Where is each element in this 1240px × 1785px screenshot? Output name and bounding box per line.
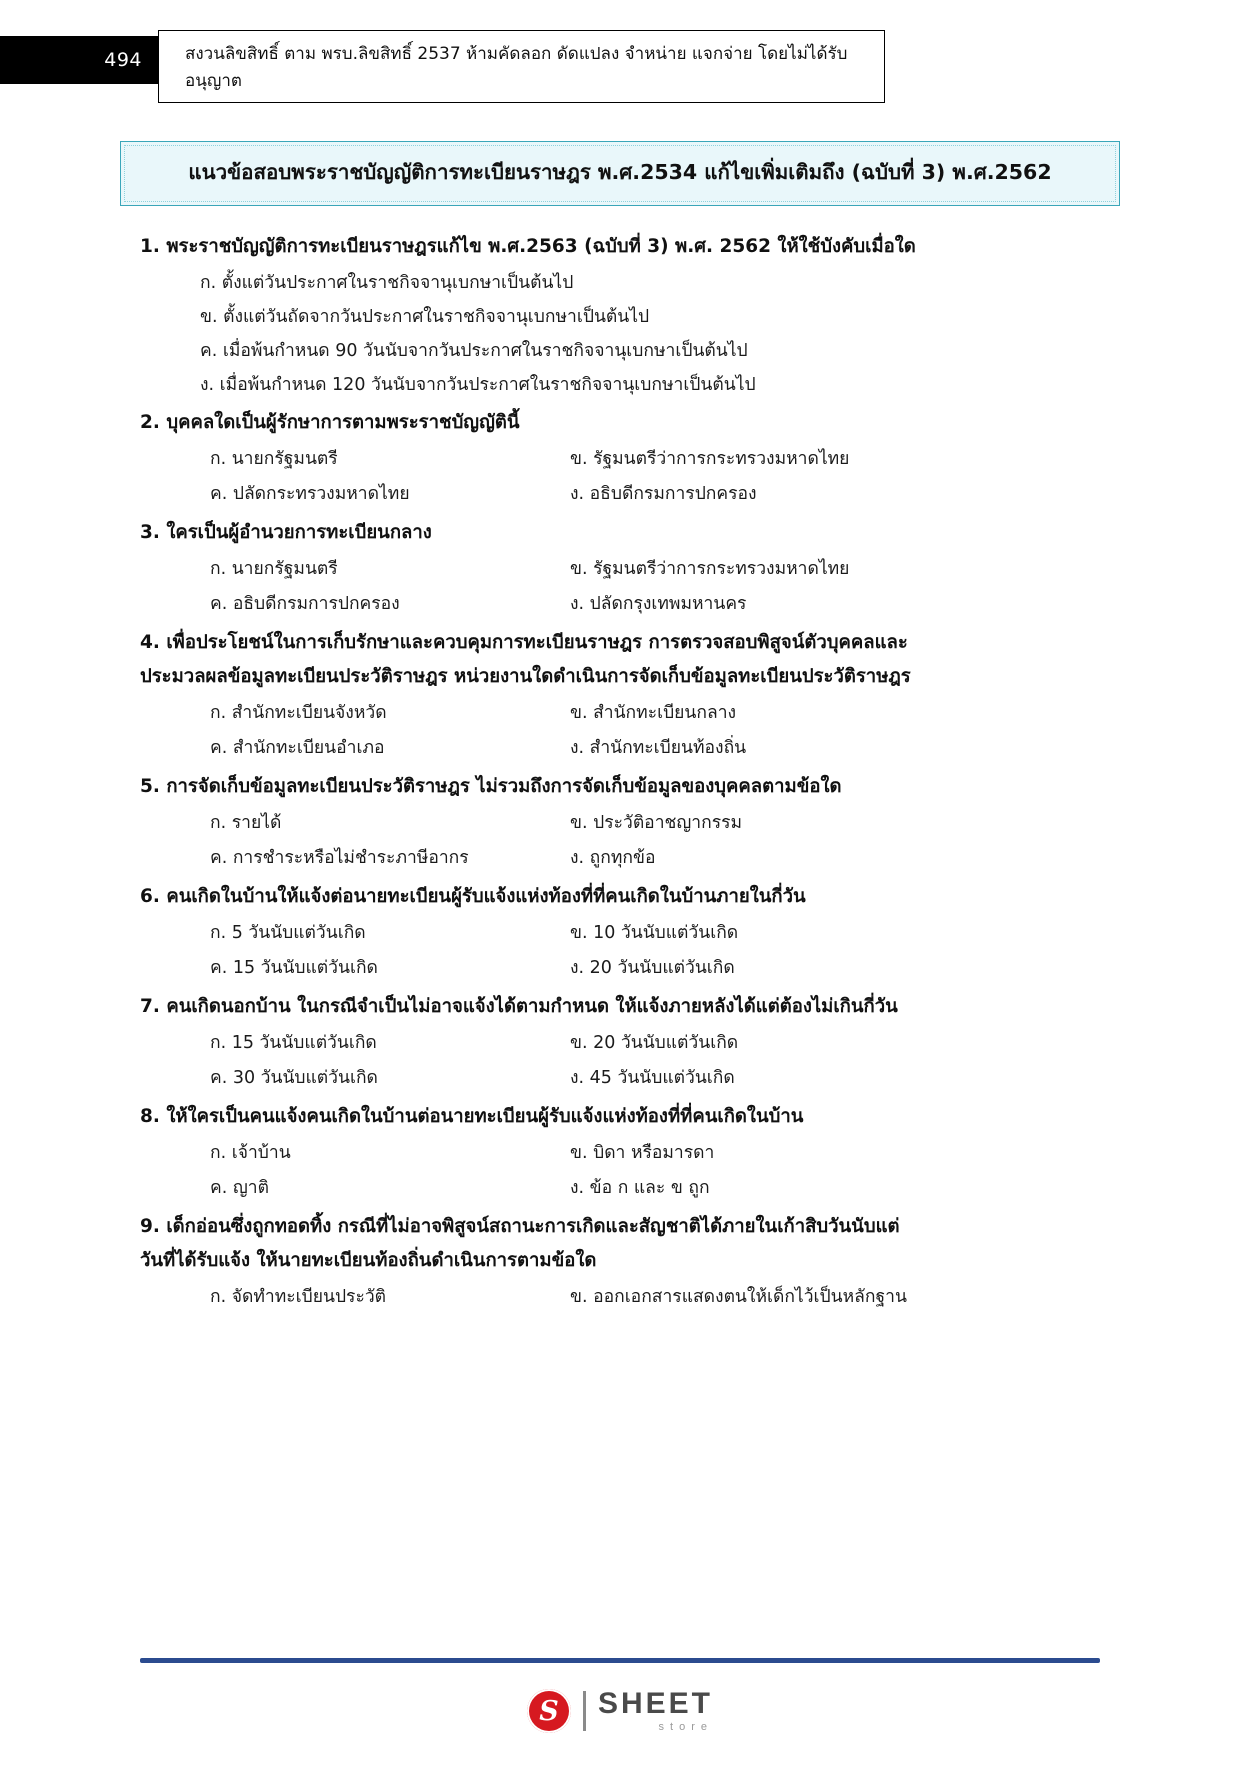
question-text: 1. พระราชบัญญัติการทะเบียนราษฎรแก้ไข พ.ศ.2563 (ฉบับที่ 3) พ.ศ. 2562 ให้ใช้บังคับเมื่อใด [140, 236, 916, 257]
choice-option[interactable]: ค. 15 วันนับแต่วันเกิด [210, 958, 378, 979]
choice-option[interactable]: ข. 10 วันนับแต่วันเกิด [570, 923, 739, 944]
question-text: 2. บุคคลใดเป็นผู้รักษาการตามพระราชบัญญัตินี้ [140, 412, 520, 434]
question-item [140, 408, 1100, 512]
choice-option[interactable]: ข. ประวัติอาชญากรรม [570, 813, 743, 834]
questions-list [140, 232, 1100, 1315]
question-item [140, 882, 1100, 986]
footer-divider [140, 1658, 1100, 1663]
question-item [140, 1102, 1100, 1206]
brand-text [598, 1689, 713, 1733]
choice-option[interactable]: ค. เมื่อพ้นกำหนด 90 วันนับจากวันประกาศในราชกิจจานุเบกษาเป็นต้นไป [200, 341, 748, 362]
choices-grid [210, 552, 1100, 622]
choice-option[interactable]: ก. สำนักทะเบียนจังหวัด [210, 703, 387, 724]
choices-grid [210, 1280, 1100, 1315]
question-text: 3. ใครเป็นผู้อำนวยการทะเบียนกลาง [140, 522, 432, 544]
choice-option[interactable]: ค. สำนักทะเบียนอำเภอ [210, 738, 385, 759]
choice-option[interactable]: ค. 30 วันนับแต่วันเกิด [210, 1068, 378, 1089]
choice-option[interactable]: ข. ตั้งแต่วันถัดจากวันประกาศในราชกิจจานุเบกษาเป็นต้นไป [200, 307, 650, 328]
question-item [140, 232, 1100, 402]
exam-title: แนวข้อสอบพระราชบัญญัติการทะเบียนราษฎร พ.ศ.2534 แก้ไขเพิ่มเติมถึง (ฉบับที่ 3) พ.ศ.2562 [120, 141, 1120, 206]
choice-option[interactable]: ก. 15 วันนับแต่วันเกิด [210, 1033, 377, 1054]
choice-option[interactable]: ค. ปลัดกระทรวงมหาดไทย [210, 484, 410, 505]
sheet-store-logo-icon: S [527, 1689, 571, 1733]
question-item [140, 992, 1100, 1096]
choice-option[interactable]: ง. อธิบดีกรมการปกครอง [570, 484, 757, 505]
brand-logo [0, 1689, 1240, 1733]
choices-grid [210, 1026, 1100, 1096]
choice-option[interactable]: ค. การชำระหรือไม่ชำระภาษีอากร [210, 848, 469, 869]
choices-single [200, 266, 1100, 403]
choices-grid [210, 806, 1100, 876]
question-text-continued: วันที่ได้รับแจ้ง ให้นายทะเบียนท้องถิ่นดำเนินการตามข้อใด [140, 1250, 597, 1272]
question-text: 6. คนเกิดในบ้านให้แจ้งต่อนายทะเบียนผู้รับแจ้งแห่งท้องที่ที่คนเกิดในบ้านภายในกี่วัน [140, 886, 806, 908]
choice-option[interactable]: ก. รายได้ [210, 813, 282, 834]
question-text: 5. การจัดเก็บข้อมูลทะเบียนประวัติราษฎร ไม่รวมถึงการจัดเก็บข้อมูลของบุคคลตามข้อใด [140, 776, 842, 798]
choice-option[interactable]: ง. ข้อ ก และ ข ถูก [570, 1178, 710, 1199]
question-item [140, 518, 1100, 622]
choice-option[interactable]: ง. 20 วันนับแต่วันเกิด [570, 958, 735, 979]
choices-grid [210, 916, 1100, 986]
choice-option[interactable]: ก. นายกรัฐมนตรี [210, 559, 338, 580]
choices-grid [210, 1136, 1100, 1206]
question-text-continued: ประมวลผลข้อมูลทะเบียนประวัติราษฎร หน่วยงานใดดำเนินการจัดเก็บข้อมูลทะเบียนประวัติราษฎร [140, 666, 911, 688]
choices-grid [210, 442, 1100, 512]
question-text: 9. เด็กอ่อนซึ่งถูกทอดทิ้ง กรณีที่ไม่อาจพิสูจน์สถานะการเกิดและสัญชาติได้ภายในเก้าสิบวันนับแต่ [140, 1216, 900, 1238]
question-item [140, 772, 1100, 876]
choice-option[interactable]: ก. จัดทำทะเบียนประวัติ [210, 1287, 387, 1308]
choice-option[interactable]: ก. ตั้งแต่วันประกาศในราชกิจจานุเบกษาเป็นต้นไป [200, 272, 574, 293]
question-text: 7. คนเกิดนอกบ้าน ในกรณีจำเป็นไม่อาจแจ้งได้ตามกำหนด ให้แจ้งภายหลังได้แต่ต้องไม่เกินกี่วัน [140, 996, 898, 1018]
exam-title-wrapper [120, 141, 1120, 206]
page-header [0, 30, 1240, 98]
brand-name: SHEET [597, 1687, 714, 1720]
choice-option[interactable]: ง. เมื่อพ้นกำหนด 120 วันนับจากวันประกาศในราชกิจจานุเบกษาเป็นต้นไป [200, 375, 756, 396]
choice-option[interactable]: ข. รัฐมนตรีว่าการกระทรวงมหาดไทย [570, 559, 850, 580]
document-page [0, 30, 1240, 1785]
choices-grid [210, 696, 1100, 766]
choice-option[interactable]: ง. สำนักทะเบียนท้องถิ่น [570, 738, 747, 759]
choice-option[interactable]: ข. สำนักทะเบียนกลาง [570, 703, 737, 724]
choice-option[interactable]: ค. อธิบดีกรมการปกครอง [210, 594, 400, 615]
choice-option[interactable]: ก. 5 วันนับแต่วันเกิด [210, 923, 366, 944]
choice-option[interactable]: ข. 20 วันนับแต่วันเกิด [570, 1033, 739, 1054]
choice-option[interactable]: ง. ปลัดกรุงเทพมหานคร [570, 594, 747, 615]
question-item [140, 628, 1100, 766]
choice-option[interactable]: ข. บิดา หรือมารดา [570, 1143, 715, 1164]
choice-option[interactable]: ค. ญาติ [210, 1178, 269, 1199]
choice-option[interactable]: ข. ออกเอกสารแสดงตนให้เด็กไว้เป็นหลักฐาน [570, 1287, 907, 1308]
choice-option[interactable]: ก. นายกรัฐมนตรี [210, 449, 338, 470]
brand-subtitle: store [658, 1721, 714, 1733]
question-item [140, 1212, 1100, 1315]
choice-option[interactable]: ข. รัฐมนตรีว่าการกระทรวงมหาดไทย [570, 449, 850, 470]
choice-option[interactable]: ง. ถูกทุกข้อ [570, 848, 656, 869]
question-text: 4. เพื่อประโยชน์ในการเก็บรักษาและควบคุมการทะเบียนราษฎร การตรวจสอบพิสูจน์ตัวบุคคลและ [140, 632, 908, 654]
question-text: 8. ให้ใครเป็นคนแจ้งคนเกิดในบ้านต่อนายทะเบียนผู้รับแจ้งแห่งท้องที่ที่คนเกิดในบ้าน [140, 1106, 804, 1128]
choice-option[interactable]: ก. เจ้าบ้าน [210, 1143, 291, 1164]
choice-option[interactable]: ง. 45 วันนับแต่วันเกิด [570, 1068, 735, 1089]
page-number: 494 [0, 36, 158, 84]
logo-divider [583, 1691, 586, 1731]
copyright-notice: สงวนลิขสิทธิ์ ตาม พรบ.ลิขสิทธิ์ 2537 ห้ามคัดลอก ดัดแปลง จำหน่าย แจกจ่าย โดยไม่ได้รับอนุญาต [158, 30, 885, 103]
page-footer [0, 1658, 1240, 1733]
